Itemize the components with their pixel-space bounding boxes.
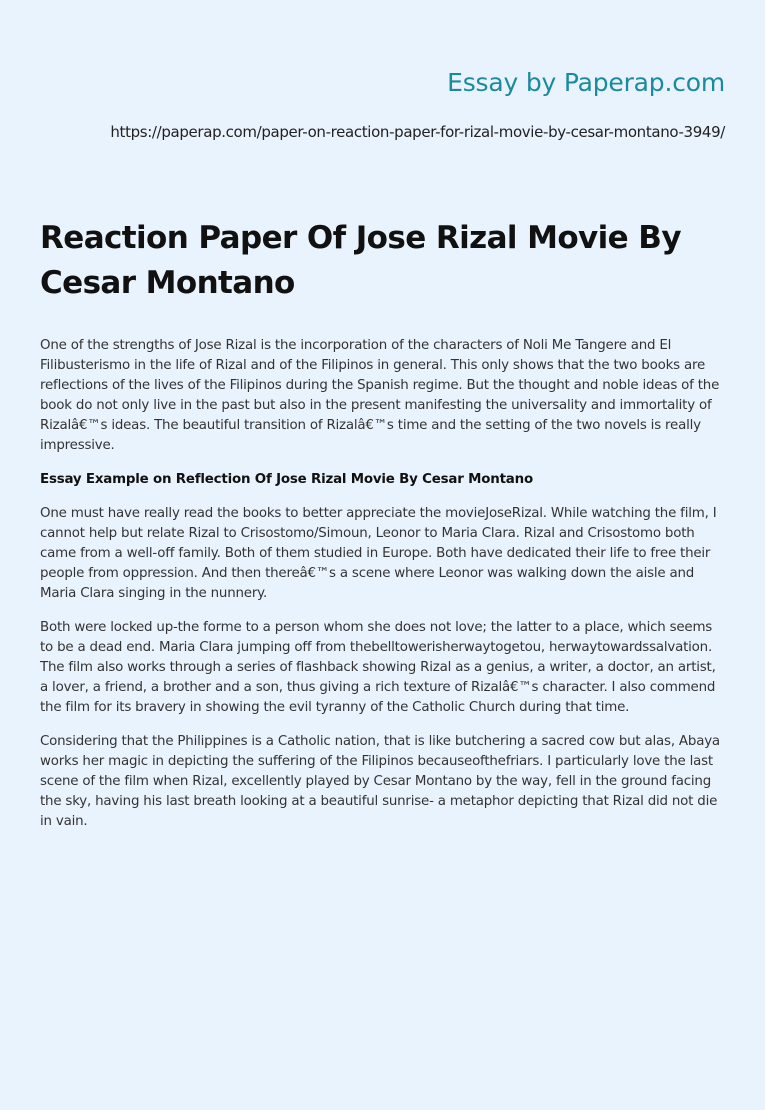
source-url[interactable]: https://paperap.com/paper-on-reaction-paper-for-rizal-movie-by-cesar-montano-3949/: [110, 123, 725, 141]
paragraph-4: Considering that the Philippines is a Catholic nation, that is like butchering a sacred cow but alas, Abaya works her magic in depicting the suffering of the Filipinos becauseofthefriars. I particularly love the last scene of the film when Rizal, excellently played by Cesar Montano by the way, fell in the ground facing the sky, having his last breath looking at a beautiful sunrise- a metaphor depicting that Rizal did not die in vain.: [40, 734, 720, 829]
essay-subheading: Essay Example on Reflection Of Jose Rizal Movie By Cesar Montano: [40, 472, 533, 487]
essay-body: [40, 336, 725, 832]
paragraph-2: One must have really read the books to better appreciate the movieJoseRizal. While watching the film, I cannot help but relate Rizal to Crisostomo/Simoun, Leonor to Maria Clara. Rizal and Crisostomo both came from a well-off family. Both of them studied in Europe. Both have dedicated their life to free their people from oppression. And then thereâ€™s a scene where Leonor was walking down the aisle and Maria Clara singing in the nunnery.: [40, 506, 717, 601]
paragraph-3: Both were locked up-the forme to a person whom she does not love; the latter to a place, which seems to be a dead end. Maria Clara jumping off from thebelltowerisherwaytogetou, herwaytowardssalvation. The film also works through a series of flashback showing Rizal as a genius, a writer, a doctor, an artist, a lover, a friend, a brother and a son, thus giving a rich texture of Rizalâ€™s character. I also commend the film for its bravery in showing the evil tyranny of the Catholic Church during that time.: [40, 620, 716, 715]
paragraph-1: One of the strengths of Jose Rizal is the incorporation of the characters of Noli Me Tangere and El Filibusterismo in the life of Rizal and of the Filipinos in general. This only shows that the two books are reflections of the lives of the Filipinos during the Spanish regime. But the thought and noble ideas of the book do not only live in the past but also in the present manifesting the universality and immortality of Rizalâ€™s ideas. The beautiful transition of Rizalâ€™s time and the setting of the two novels is really impressive.: [40, 338, 720, 453]
essay-title: Reaction Paper Of Jose Rizal Movie By Cesar Montano: [40, 220, 681, 301]
site-brand[interactable]: Essay by Paperap.com: [447, 68, 725, 97]
essay-page: [40, 0, 725, 846]
